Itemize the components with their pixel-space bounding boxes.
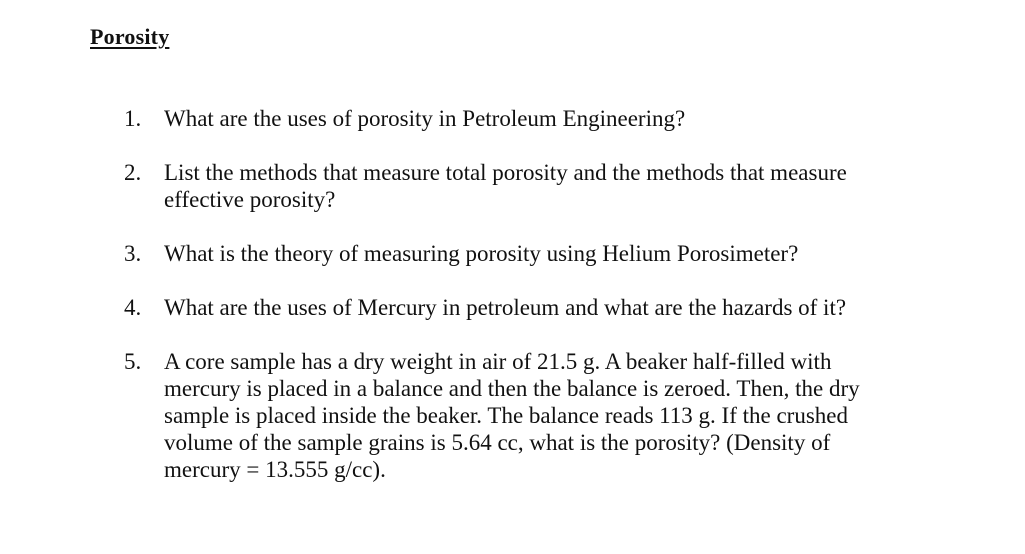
question-text: A core sample has a dry weight in air of 21.5 g. A beaker half-filled with mercury is placed in a balance and then the balance is zeroed. Then, the dry sample is placed inside the beaker. The balance reads 113 g. If the crushed volume of the sample grains is 5.64 cc, what is the porosity? (Density of mercury = 13.555 g/cc). <box>164 349 860 482</box>
question-item-5 <box>124 348 1004 483</box>
question-number: 1. <box>124 106 142 131</box>
question-number: 3. <box>124 241 142 266</box>
question-list <box>124 105 1004 483</box>
question-text: What are the uses of Mercury in petroleum and what are the hazards of it? <box>164 295 847 320</box>
question-item-4 <box>124 294 1004 321</box>
question-text: What are the uses of porosity in Petroleum Engineering? <box>164 106 686 131</box>
question-number: 5. <box>124 349 142 374</box>
page-title: Porosity <box>90 24 170 49</box>
question-item-3 <box>124 240 1004 267</box>
question-item-2 <box>124 159 1004 213</box>
question-number: 4. <box>124 295 142 320</box>
question-number: 2. <box>124 160 142 185</box>
question-text: What is the theory of measuring porosity using Helium Porosimeter? <box>164 241 799 266</box>
question-item-1 <box>124 105 1004 132</box>
question-text: List the methods that measure total porosity and the methods that measure effective porosity? <box>164 160 847 212</box>
